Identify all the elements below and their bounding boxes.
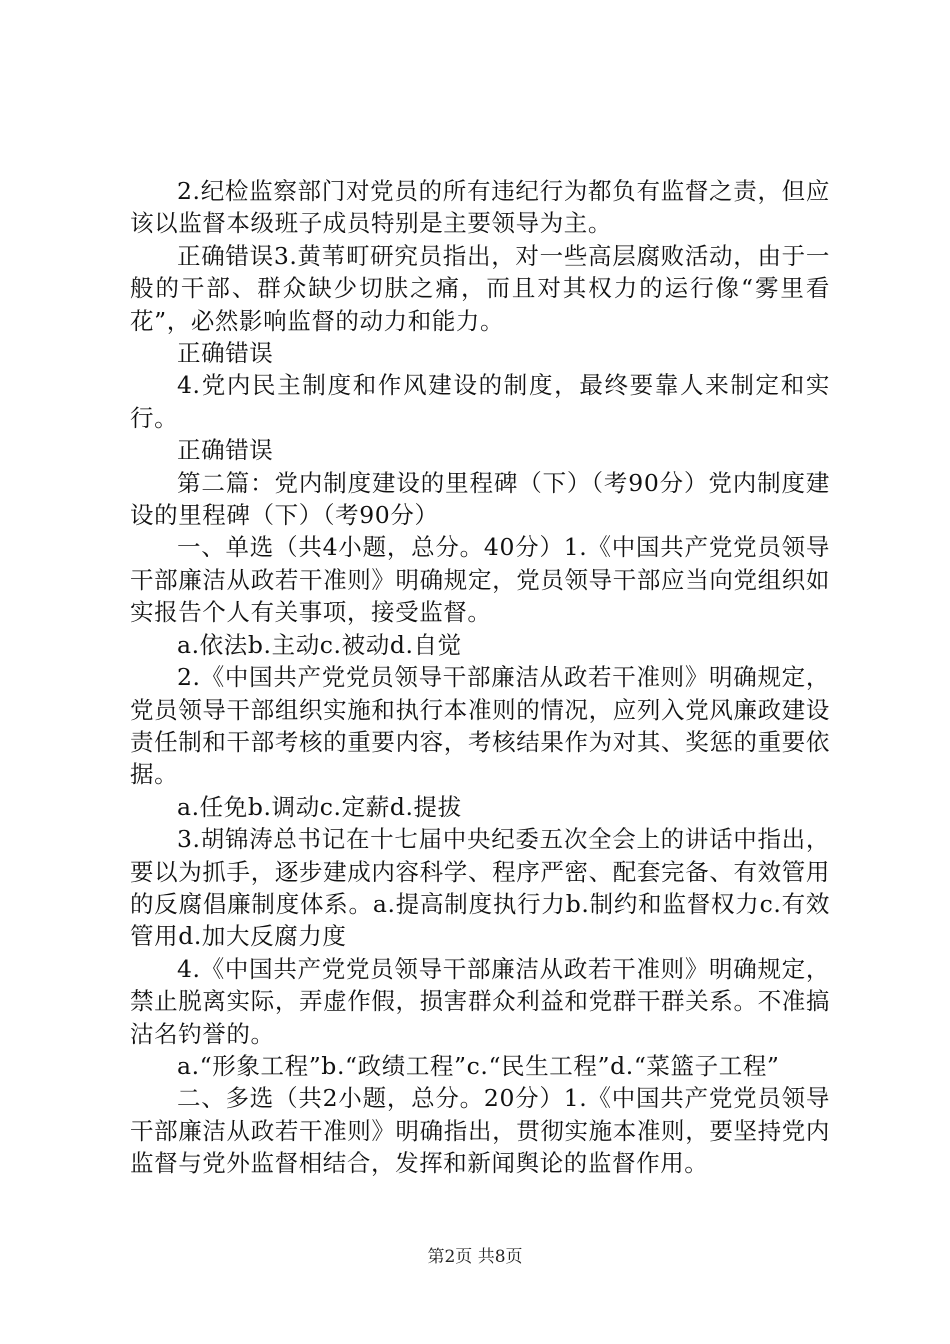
page-number: 第2页 共8页: [427, 1247, 523, 1267]
paragraph: 正确错误: [177, 436, 274, 465]
paragraph: 4.《中国共产党党员领导干部廉洁从政若干准则》明确规定，禁止脱离实际，弄虚作假，损害群众利益和党群干群关系。不准搞沽名钓誉的。: [130, 954, 830, 1048]
paragraph: 二、多选（共2小题，总分。20分）1.《中国共产党党员领导干部廉洁从政若干准则》明确指出，贯彻实施本准则，要坚持党内监督与党外监督相结合，发挥和新闻舆论的监督作用。: [130, 1084, 830, 1178]
paragraph: 一、单选（共4小题，总分。40分）1.《中国共产党党员领导干部廉洁从政若干准则》明确规定，党员领导干部应当向党组织如实报告个人有关事项，接受监督。: [130, 533, 830, 627]
paragraph: 2.《中国共产党党员领导干部廉洁从政若干准则》明确规定，党员领导干部组织实施和执行本准则的情况，应列入党风廉政建设责任制和干部考核的重要内容，考核结果作为对其、奖惩的重要依据。: [130, 663, 830, 789]
paragraph: 4.党内民主制度和作风建设的制度，最终要靠人来制定和实行。: [130, 371, 830, 432]
answer-options: a.“形象工程”b.“政绩工程”c.“民生工程”d.“菜篮子工程”: [177, 1051, 780, 1080]
answer-options: a.依法b.主动c.被动d.自觉: [177, 630, 462, 659]
paragraph: 正确错误3.黄苇町研究员指出，对一些高层腐败活动，由于一般的干部、群众缺少切肤之痛，而且对其权力的运行像“雾里看花”，必然影响监督的动力和能力。: [130, 241, 830, 335]
paragraph: 正确错误: [177, 339, 274, 368]
answer-options: a.任免b.调动c.定薪d.提拔: [177, 792, 462, 821]
document-body: [130, 175, 830, 1180]
section-heading: 第二篇：党内制度建设的里程碑（下）（考90分）党内制度建设的里程碑（下）（考90分）: [130, 468, 830, 530]
paragraph: 2.纪检监察部门对党员的所有违纪行为都负有监督之责，但应该以监督本级班子成员特别是主要领导为主。: [130, 177, 830, 238]
paragraph: 3.胡锦涛总书记在十七届中央纪委五次全会上的讲话中指出，要以为抓手，逐步建成内容科学、程序严密、配套完备、有效管用的反腐倡廉制度体系。a.提高制度执行力b.制约和监督权力c.有效管用d.加大反腐力度: [130, 825, 830, 951]
